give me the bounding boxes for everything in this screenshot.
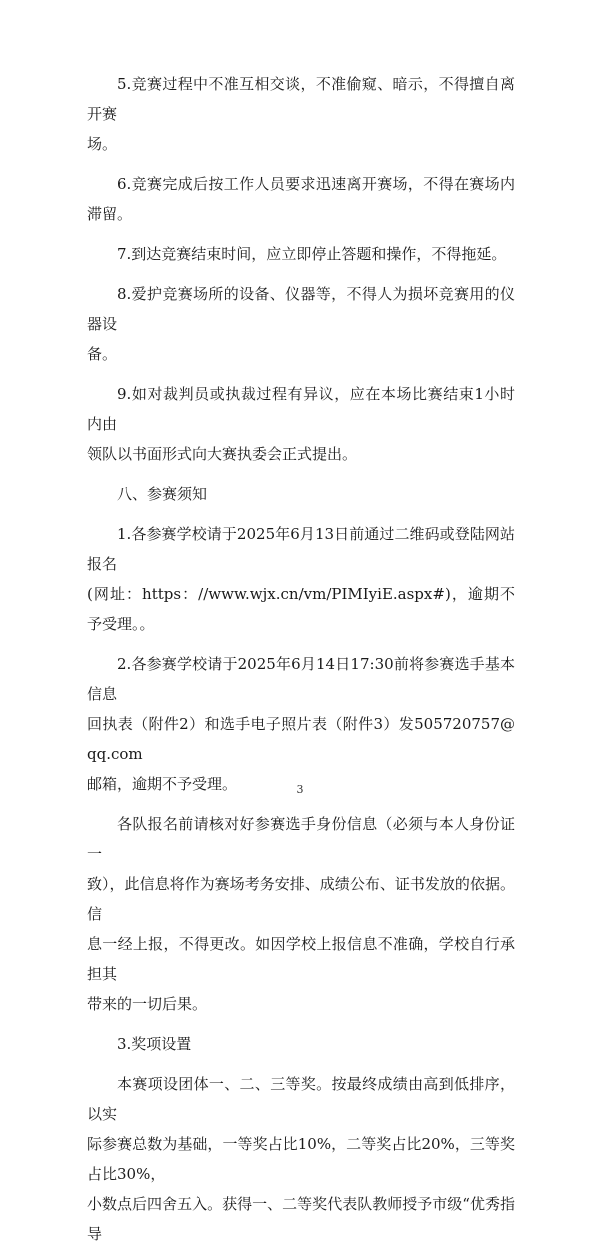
text-line: 回执表（附件2）和选手电子照片表（附件3）发505720757@qq.com [87,715,515,763]
text-line: 2.各参赛学校请于2025年6月14日17:30前将参赛选手基本信息 [87,655,515,703]
paragraph-awards [87,1069,515,1249]
paragraph-notice-3 [87,1029,515,1059]
paragraph-notice-1 [87,519,515,639]
section-heading-text: 八、参赛须知 [117,485,208,503]
section-heading-participation [87,479,515,509]
text-line: 5.竞赛过程中不准互相交谈，不准偷窥、暗示，不得擅自离开赛 [87,75,515,123]
text-line: 邮箱，逾期不予受理。 [87,775,238,793]
paragraph-rule-5 [87,69,515,159]
paragraph-rule-7 [87,239,515,269]
paragraph-rule-6 [87,169,515,229]
text-line: 领队以书面形式向大赛执委会正式提出。 [87,445,358,463]
text-line: 带来的一切后果。 [87,995,208,1013]
text-line: (网址：https：//www.wjx.cn/vm/PIMIyiE.aspx#)，逾期不予受理。。 [87,585,515,633]
paragraph-rule-8 [87,279,515,369]
text-line: 备。 [87,345,118,363]
text-line: 本赛项设团体一、二、三等奖。按最终成绩由高到低排序，以实 [87,1075,515,1123]
text-line: 9.如对裁判员或执裁过程有异议，应在本场比赛结束1小时内由 [87,385,515,433]
text-line: 3.奖项设置 [117,1035,192,1053]
document-body [87,69,515,1249]
text-line: 1.各参赛学校请于2025年6月13日前通过二维码或登陆网站报名 [87,525,515,573]
paragraph-rule-9 [87,379,515,469]
text-line: 8.爱护竞赛场所的设备、仪器等，不得人为损坏竞赛用的仪器设 [87,285,515,333]
paragraph-notice-verify [87,809,515,1019]
paragraph-notice-2 [87,649,515,799]
text-line: 息一经上报，不得更改。如因学校上报信息不准确，学校自行承担其 [87,935,515,983]
text-line: 致），此信息将作为赛场考务安排、成绩公布、证书发放的依据。信 [87,875,515,923]
text-line: 场。 [87,135,118,153]
page-number: 3 [296,783,304,796]
text-line: 小数点后四舍五入。获得一、二等奖代表队教师授予市级“优秀指导 [87,1195,515,1243]
text-line: 7.到达竞赛结束时间，应立即停止答题和操作，不得拖延。 [117,245,507,263]
text-line: 际参赛总数为基础，一等奖占比10%，二等奖占比20%，三等奖占比30%， [87,1135,515,1183]
text-line: 6.竞赛完成后按工作人员要求迅速离开赛场，不得在赛场内滞留。 [87,175,515,223]
text-line: 各队报名前请核对好参赛选手身份信息（必须与本人身份证一 [87,815,515,863]
